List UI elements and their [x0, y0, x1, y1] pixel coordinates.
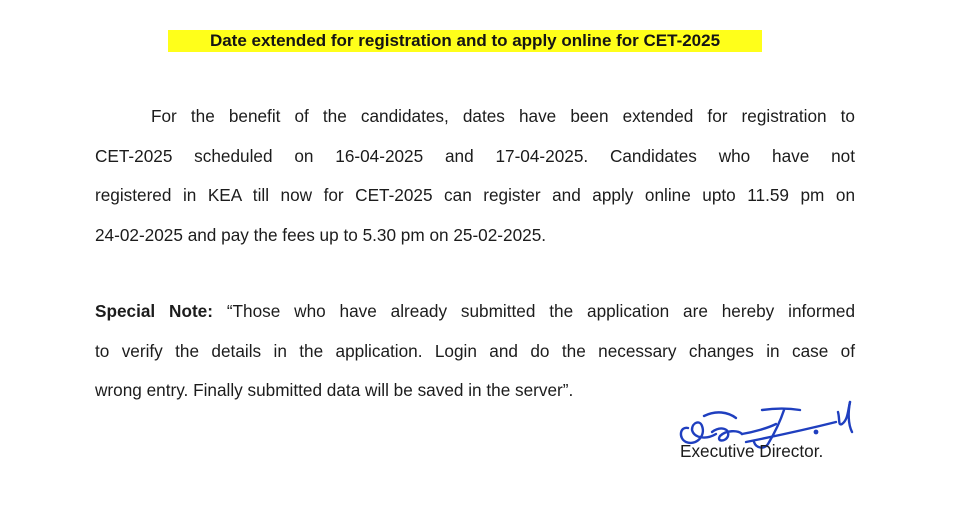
special-note-text: “Those who have already submitted the application are hereby informed	[226, 301, 855, 321]
paragraph-line: registered in KEA till now for CET-2025 can register and apply online upto 11.59 pm on	[95, 185, 855, 205]
notice-title: Date extended for registration and to apply online for CET-2025	[209, 31, 721, 50]
title-highlight	[168, 30, 762, 52]
paragraph-line: 24-02-2025 and pay the fees up to 5.30 pm on 25-02-2025.	[95, 224, 547, 245]
paragraph-line: For the benefit of the candidates, dates have been extended for registration to	[151, 106, 855, 126]
signatory-designation: Executive Director.	[680, 441, 824, 461]
special-note-paragraph	[95, 292, 855, 411]
main-paragraph	[95, 97, 855, 255]
special-note-label: Special Note:	[95, 301, 213, 321]
special-note-line	[95, 292, 855, 332]
special-note-line: wrong entry. Finally submitted data will be saved in the server”.	[95, 380, 574, 400]
special-note-line: to verify the details in the application. Login and do the necessary changes in case of	[95, 340, 855, 361]
paragraph-line: CET-2025 scheduled on 16-04-2025 and 17-04-2025. Candidates who have not	[95, 145, 855, 166]
